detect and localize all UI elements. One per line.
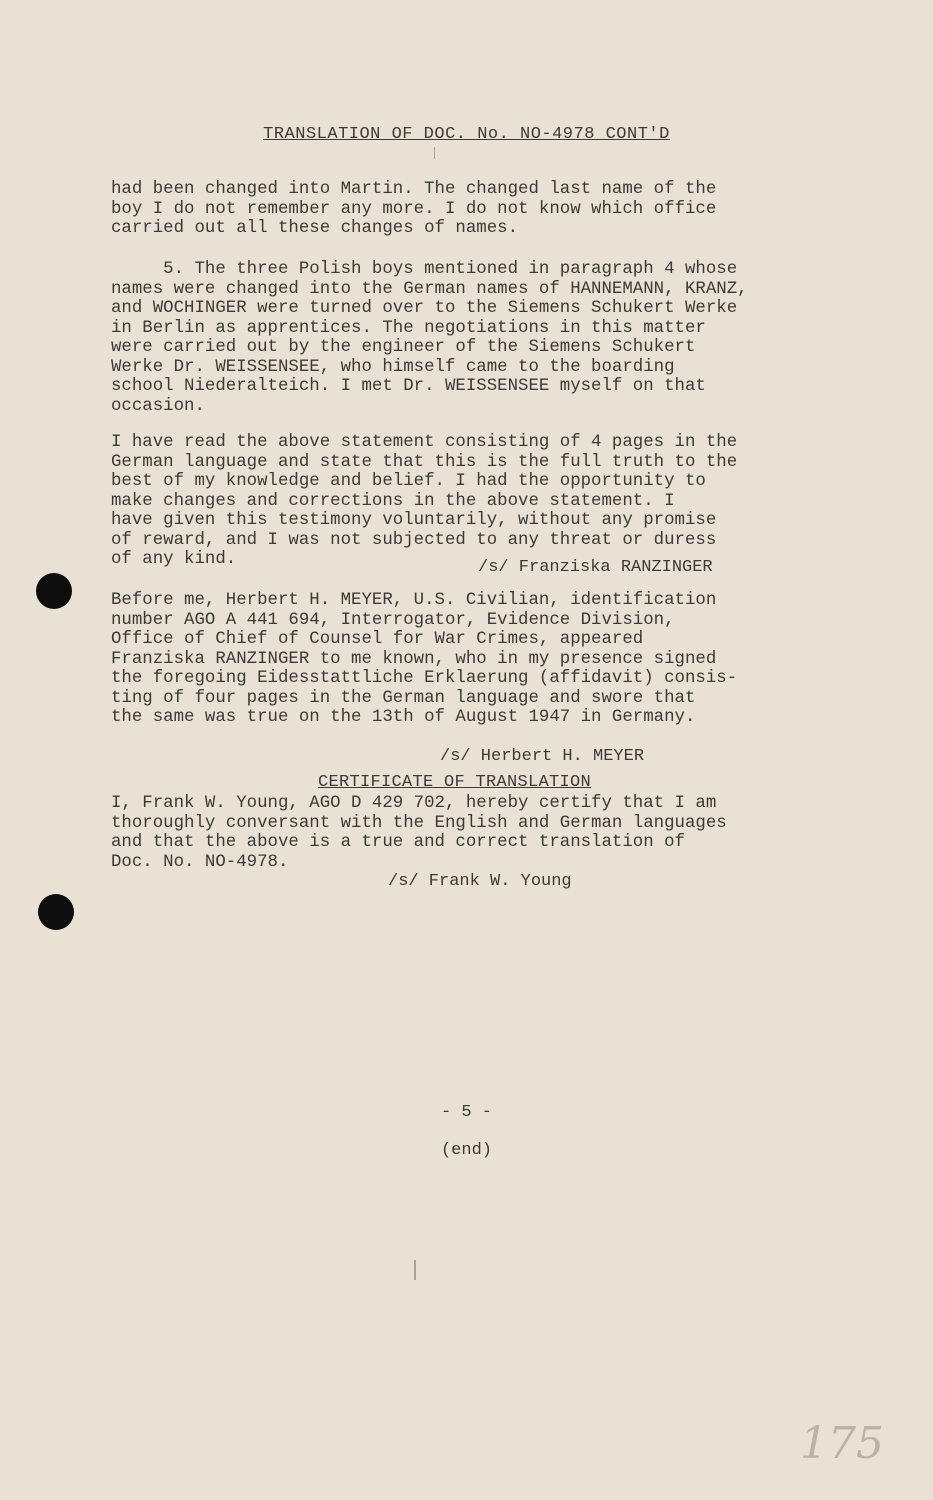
paragraph-certificate: I, Frank W. Young, AGO D 429 702, hereby certify that I am thoroughly conversant with the English and German languages and that the above is a true and correct translation of Doc. No. NO-4978. bbox=[111, 794, 727, 872]
signature-young: /s/ Frank W. Young bbox=[388, 872, 572, 891]
signature-ranzinger: /s/ Franziska RANZINGER bbox=[478, 558, 713, 577]
signature-meyer: /s/ Herbert H. MEYER bbox=[440, 747, 645, 766]
end-marker: (end) bbox=[440, 1141, 492, 1160]
ink-mark bbox=[414, 1260, 416, 1280]
punch-hole bbox=[36, 573, 72, 609]
paragraph-continuation: had been changed into Martin. The changed last name of the boy I do not remember any more. I do not know which office carried out all these changes of names. bbox=[111, 180, 717, 238]
page-number: - 5 - bbox=[440, 1103, 492, 1122]
certificate-heading: CERTIFICATE OF TRANSLATION bbox=[318, 773, 592, 792]
handwritten-page-note: 175 bbox=[800, 1418, 884, 1469]
paragraph-oath: Before me, Herbert H. MEYER, U.S. Civilian, identification number AGO A 441 694, Interrogator, Evidence Division, Office of Chief of Counsel for War Crimes, appeared Franziska RANZINGER to me known, who in my presence signed the foregoing Eidesstattliche Erklaerung (affidavit) consis- ting of four pages in the German language and swore that the same was true on the 13th of August 1947 in Germany. bbox=[111, 591, 738, 727]
paragraph-declaration: I have read the above statement consisting of 4 pages in the German language and state that this is the full truth to the best of my knowledge and belief. I had the opportunity to make changes and corrections in the above statement. I have given this testimony voluntarily, without any promise of reward, and I was not subjected to any threat or duress of any kind. bbox=[111, 433, 738, 569]
paragraph-5: 5. The three Polish boys mentioned in paragraph 4 whose names were changed into the German names of HANNEMANN, KRANZ, and WOCHINGER were turned over to the Siemens Schukert Werke in Berlin as apprentices. The negotiations in this matter were carried out by the engineer of the Siemens Schukert Werke Dr. WEISSENSEE, who himself came to the boarding school Niederalteich. I met Dr. WEISSENSEE myself on that occasion. bbox=[111, 260, 748, 416]
ink-mark bbox=[434, 147, 435, 159]
document-heading: TRANSLATION OF DOC. No. NO-4978 CONT'D bbox=[263, 125, 670, 144]
punch-hole bbox=[38, 894, 74, 930]
